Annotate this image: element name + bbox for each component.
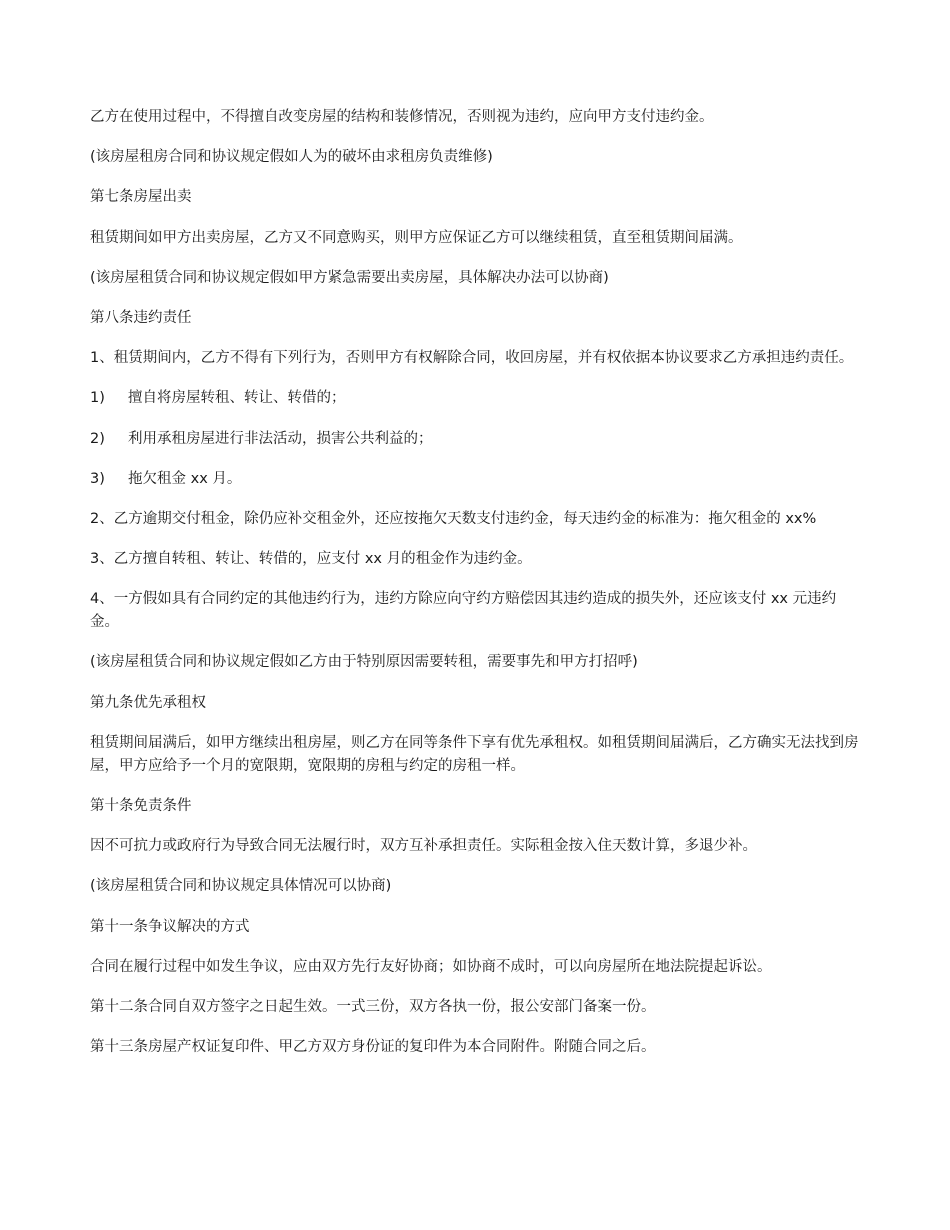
paragraph-after-10: 合同在履行过程中如发生争议，应由双方先行友好协商；如协商不成时，可以向房屋所在地法院提起诉讼。 [90, 958, 772, 975]
paragraph-0: 乙方在使用过程中，不得擅自改变房屋的结构和装修情况，否则视为违约，应向甲方支付违约金。 [90, 109, 714, 125]
paragraph-1: (该房屋租房合同和协议规定假如人为的破坏由求租房负责维修) [90, 149, 493, 166]
paragraph-after-0: 2、乙方逾期交付租金，除仍应补交租金外，还应按拖欠天数支付违约金，每天违约金的标准为：拖欠租金的 xx% [90, 510, 817, 527]
paragraph-6: 1、租赁期间内，乙方不得有下列行为，否则甲方有权解除合同，收回房屋，并有权依据本协议要求乙方承担违约责任。 [90, 350, 854, 367]
section-heading-9: 第九条优先承租权 [90, 694, 206, 711]
paragraph-3: 租赁期间如甲方出卖房屋，乙方又不同意购买，则甲方应保证乙方可以继续租赁，直至租赁期间届满。 [90, 229, 743, 246]
paragraph-after-2: 4、一方假如具有合同约定的其他违约行为，违约方除应向守约方赔偿因其违约造成的损失外，还应该支付 xx 元违约金。 [90, 591, 837, 631]
paragraph-after-5: 租赁期间届满后，如甲方继续出租房屋，则乙方在同等条件下享有优先承租权。如租赁期间届满后，乙方确实无法找到房屋，甲方应给予一个月的宽限期，宽限期的房租与约定的房租一样。 [90, 734, 859, 774]
list-item-text: 拖欠租金 xx 月。 [128, 470, 242, 487]
section-heading-10: 第十条免责条件 [90, 798, 192, 814]
list-item-number: 2) [90, 430, 105, 447]
paragraph-after-1: 3、乙方擅自转租、转让、转借的，应支付 xx 月的租金作为违约金。 [90, 551, 532, 568]
list-item-1 [90, 387, 860, 410]
paragraph-after-3: (该房屋租赁合同和协议规定假如乙方由于特别原因需要转租，需要事先和甲方打招呼) [90, 654, 638, 671]
list-item-text: 利用承租房屋进行非法活动，损害公共利益的； [128, 430, 433, 447]
list-item-text: 擅自将房屋转租、转让、转借的； [128, 390, 346, 407]
paragraph-4: (该房屋租赁合同和协议规定假如甲方紧急需要出卖房屋，具体解决办法可以协商) [90, 269, 609, 286]
section-heading-13: 第十三条房屋产权证复印件、甲乙方双方身份证的复印件为本合同附件。附随合同之后。 [90, 1039, 656, 1056]
section-heading-8: 第八条违约责任 [90, 309, 192, 326]
section-heading-7: 第七条房屋出卖 [90, 189, 192, 206]
list-item-number: 1) [90, 390, 105, 407]
list-item-3 [90, 468, 860, 491]
list-item-number: 3) [90, 470, 105, 487]
list-item-2 [90, 428, 860, 451]
section-heading-12: 第十二条合同自双方签字之日起生效。一式三份，双方各执一份，报公安部门备案一份。 [90, 998, 656, 1015]
paragraph-after-8: (该房屋租赁合同和协议规定具体情况可以协商) [90, 878, 392, 895]
paragraph-after-7: 因不可抗力或政府行为导致合同无法履行时，双方互补承担责任。实际租金按入住天数计算，多退少补。 [90, 838, 757, 855]
section-heading-11: 第十一条争议解决的方式 [90, 918, 250, 935]
